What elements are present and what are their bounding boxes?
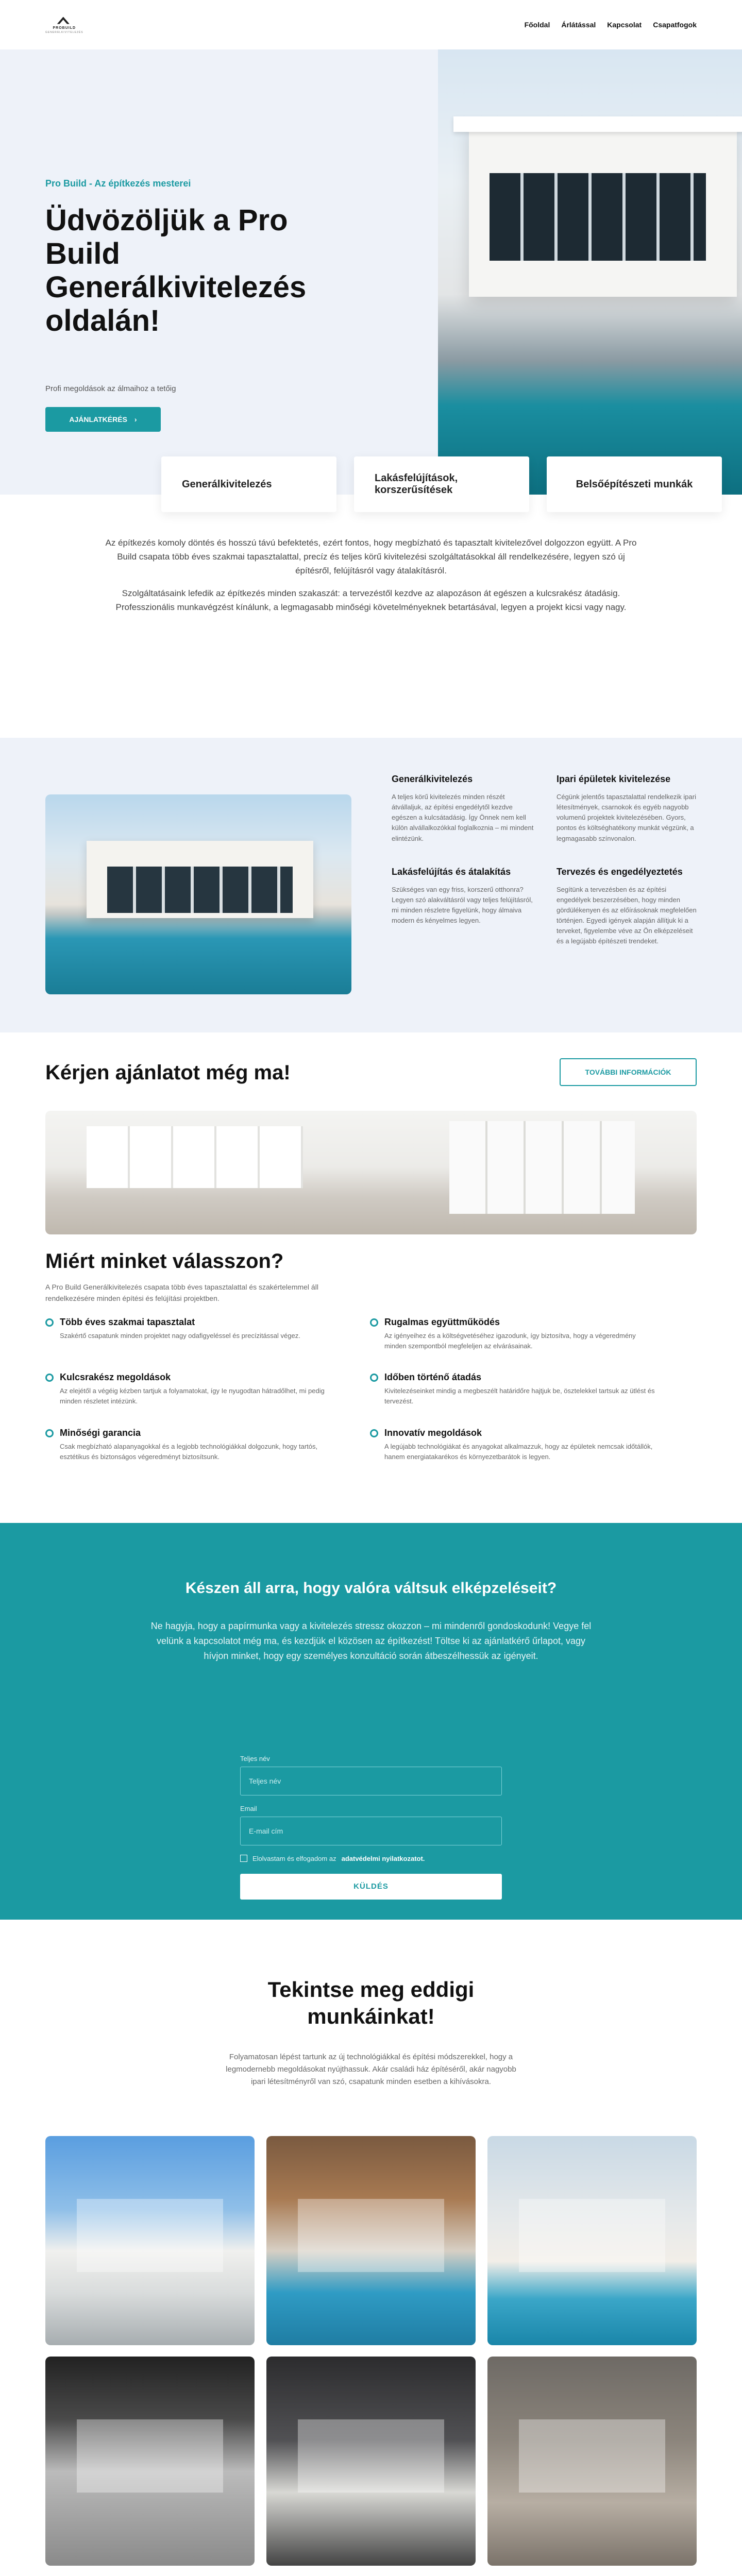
- service-card-label: Lakásfelújítások, korszerűsítések: [375, 472, 458, 496]
- why-section: [0, 1234, 742, 1523]
- portfolio-text: Folyamatosan lépést tartunk az új technológiákkal és építési módszerekkel, hogy a legmodernebb megoldásokat nyújthassuk. Akár családi ház építéséről, akár nagyobb ipari létesítményről van szó, csapatunk minden esetben a kihívásokra.: [226, 2052, 516, 2086]
- submit-button[interactable]: KÜLDÉS: [240, 1874, 502, 1900]
- service-title: Generálkivitelezés: [392, 773, 473, 784]
- why-item-text: Az igényeihez és a költségvetéséhez igazodunk, így biztosítva, hogy a végeredmény minden szempontból megfeleljen az elvárásainak.: [384, 1331, 636, 1350]
- why-item-title: Több éves szakmai tapasztalat: [60, 1316, 195, 1327]
- gallery-image[interactable]: [266, 2136, 476, 2345]
- why-item: [370, 1428, 659, 1462]
- privacy-text: Elolvastam és elfogadom az: [252, 1854, 336, 1862]
- hero-service-cards: [161, 456, 722, 512]
- services-grid: [392, 774, 696, 947]
- quote-request-button[interactable]: [45, 407, 161, 432]
- hero-tag: Pro Build - Az építkezés mesterei: [45, 178, 191, 189]
- kitchen-image: [45, 1111, 697, 1234]
- service-item: [392, 774, 536, 844]
- circle-bullet-icon: [45, 1374, 54, 1382]
- service-card-label: Belsőépítészeti munkák: [576, 478, 693, 490]
- why-title: Miért minket válasszon?: [45, 1249, 284, 1273]
- quote-request-label: AJÁNLATKÉRÉS: [69, 415, 127, 423]
- service-title: Tervezés és engedélyeztetés: [556, 866, 683, 877]
- service-title: Ipari épületek kivitelezése: [556, 773, 671, 784]
- intro-paragraph-1: Az építkezés komoly döntés és hosszú távú befektetés, ezért fontos, hogy megbízható és tapasztalt kivitelezővel dolgozzon együtt. A Pro Build csapata több éves szakmai tapasztalattal, precíz és teljes körű kivitelezési szolgáltatásokkal áll rendelkezésére, legyen szó új építésről, felújításról vagy átalakításról.: [105, 538, 637, 576]
- portfolio-section: [0, 1920, 742, 2576]
- privacy-link[interactable]: adatvédelmi nyilatkozatot.: [341, 1854, 425, 1862]
- gallery-image[interactable]: [266, 2357, 476, 2566]
- nav-contact[interactable]: Kapcsolat: [607, 21, 642, 29]
- circle-bullet-icon: [370, 1374, 378, 1382]
- hero-title: Üdvözöljük a Pro Build Generálkivitelezés oldalán!: [45, 204, 307, 337]
- why-lead: A Pro Build Generálkivitelezés csapata több éves tapasztalattal és szakértelemmel áll rendelkezésére minden építési és felújítási projektben.: [45, 1282, 318, 1303]
- more-info-button[interactable]: TOVÁBBI INFORMÁCIÓK: [560, 1058, 697, 1086]
- why-item-title: Innovatív megoldások: [384, 1427, 482, 1438]
- cta-section: [0, 1523, 742, 1920]
- email-label: Email: [240, 1804, 257, 1812]
- why-item-title: Időben történő átadás: [384, 1372, 482, 1383]
- gallery-image[interactable]: [487, 2136, 697, 2345]
- gallery-image[interactable]: [45, 2136, 255, 2345]
- service-card-renovation[interactable]: [354, 456, 529, 512]
- service-title: Lakásfelújítás és átalakítás: [392, 866, 511, 877]
- logo[interactable]: [45, 16, 83, 34]
- gallery-image[interactable]: [45, 2357, 255, 2566]
- name-label: Teljes név: [240, 1754, 270, 1762]
- cta-text: Ne hagyja, hogy a papírmunka vagy a kivitelezés stressz okozzon – mi mindenről gondoskodunk! Vegye fel velünk a kapcsolatot még ma, és kezdjük el közösen az építkezést! Töltse ki az ajánlatkérő űrlapot, vagy hívjon minket, hogy egy személyes konzultáció során átbeszélhessük az igényeit.: [150, 1620, 592, 1661]
- logo-text: PROBUILD: [53, 26, 76, 30]
- top-nav: [0, 0, 742, 49]
- portfolio-title: Tekintse meg eddigi munkáinkat!: [267, 1977, 475, 2029]
- privacy-checkbox[interactable]: [240, 1855, 247, 1862]
- email-input[interactable]: [240, 1817, 502, 1845]
- why-item-text: A legújabb technológiákat és anyagokat alkalmazzuk, hogy az épületek nemcsak időtállók, hanem energiatakarékos és környezetbarátok is legyen.: [384, 1442, 653, 1461]
- service-text: A teljes körű kivitelezés minden részét átvállaljuk, az építési engedélytől kezdve egészen a kulcsátadásig. Így Önnek nem kell külön alvállalkozókkal foglalkoznia – mi mindent elintézünk.: [392, 792, 534, 842]
- why-item-text: Szakértő csapatunk minden projektet nagy odafigyeléssel és precízitással végez.: [60, 1331, 300, 1340]
- circle-bullet-icon: [45, 1318, 54, 1327]
- service-text: Segítünk a tervezésben és az építési engedélyek beszerzésében, hogy minden gördülékenyen és az előírásoknak megfelelően történjen. Egyedi igények alapján állítjuk ki a terveket, figyelembe véve az Ön elképzeléseit és a legújabb építészeti trendeket.: [556, 885, 697, 945]
- why-item-title: Rugalmas együttműködés: [384, 1316, 500, 1327]
- gallery-image[interactable]: [487, 2357, 697, 2566]
- contact-form: [240, 1755, 502, 1900]
- why-item-title: Kulcsrakész megoldások: [60, 1372, 171, 1383]
- service-card-interior[interactable]: [547, 456, 722, 512]
- logo-mark-icon: [56, 16, 73, 25]
- service-item: [392, 867, 536, 947]
- name-input[interactable]: [240, 1767, 502, 1795]
- quote-title: Kérjen ajánlatot még ma!: [45, 1061, 291, 1084]
- service-item: [556, 867, 701, 947]
- service-item: [556, 774, 701, 844]
- hero-section: [0, 49, 742, 495]
- circle-bullet-icon: [370, 1429, 378, 1437]
- hero-subtitle: Profi megoldások az álmaihoz a tetőig: [45, 384, 176, 393]
- services-section: [0, 738, 742, 1032]
- gallery: [45, 2136, 697, 2566]
- main-menu: [525, 21, 697, 29]
- service-text: Szükséges van egy friss, korszerű otthonra? Legyen szó alakváltásról vagy teljes felújításról, mi minden részletre figyelünk, hogy álmaiva modern és kényelmes legyen.: [392, 885, 533, 925]
- nav-home[interactable]: Főoldal: [524, 21, 550, 29]
- why-item-title: Minőségi garancia: [60, 1427, 141, 1438]
- why-item: [45, 1317, 334, 1351]
- hero-image: [438, 49, 742, 495]
- why-grid: [45, 1317, 659, 1462]
- services-image: [45, 794, 351, 994]
- cta-title: Készen áll arra, hogy valóra váltsuk elképzeléseit?: [185, 1579, 557, 1597]
- nav-pricing[interactable]: Árlátással: [561, 21, 596, 29]
- chevron-right-icon: ›: [134, 415, 137, 423]
- circle-bullet-icon: [45, 1429, 54, 1437]
- service-card-label: Generálkivitelezés: [182, 478, 272, 490]
- privacy-checkbox-row: [240, 1855, 502, 1862]
- nav-team[interactable]: Csapatfogok: [653, 21, 697, 29]
- why-item: [45, 1372, 334, 1406]
- intro-paragraph-2: Szolgáltatásaink lefedik az építkezés minden szakaszát: a tervezéstől kezdve az alapozáson át egészen a kulcsrakész átadásig. Professzionális munkavégzést kínálunk, a legmagasabb minőségi követelményeknek betartásával, legyen a projekt kicsi vagy nagy.: [115, 588, 627, 612]
- circle-bullet-icon: [370, 1318, 378, 1327]
- why-item-text: Kivitelezéseinket mindig a megbeszélt határidőre hajtjuk be, ösztelekkel tartsuk az ütlést és tervezést.: [384, 1387, 655, 1405]
- why-item: [370, 1317, 659, 1351]
- why-item: [45, 1428, 334, 1462]
- service-card-general[interactable]: [161, 456, 336, 512]
- service-text: Cégünk jelentős tapasztalattal rendelkezik ipari létesítmények, csarnokok és egyéb nagyobb volumenű projektek kivitelezésében. Gyors, pontos és költséghatékony munkát végzünk, a legmagasabb színvonalon.: [556, 792, 696, 842]
- intro-section: [0, 495, 742, 614]
- why-item: [370, 1372, 659, 1406]
- why-item-text: Csak megbízható alapanyagokkal és a legjobb technológiákkal dolgozunk, hogy tartós, esztétikus és biztonságos végeredményt biztosítsunk.: [60, 1442, 318, 1461]
- logo-sub: GENERÁLKIVITELEZÉS: [45, 30, 83, 34]
- why-item-text: Az elejétől a végéig kézben tartjuk a folyamatokat, így Ie nyugodtan hátradőlhet, mi pedig minden részletet intézünk.: [60, 1387, 325, 1405]
- quote-section: [0, 1032, 742, 1100]
